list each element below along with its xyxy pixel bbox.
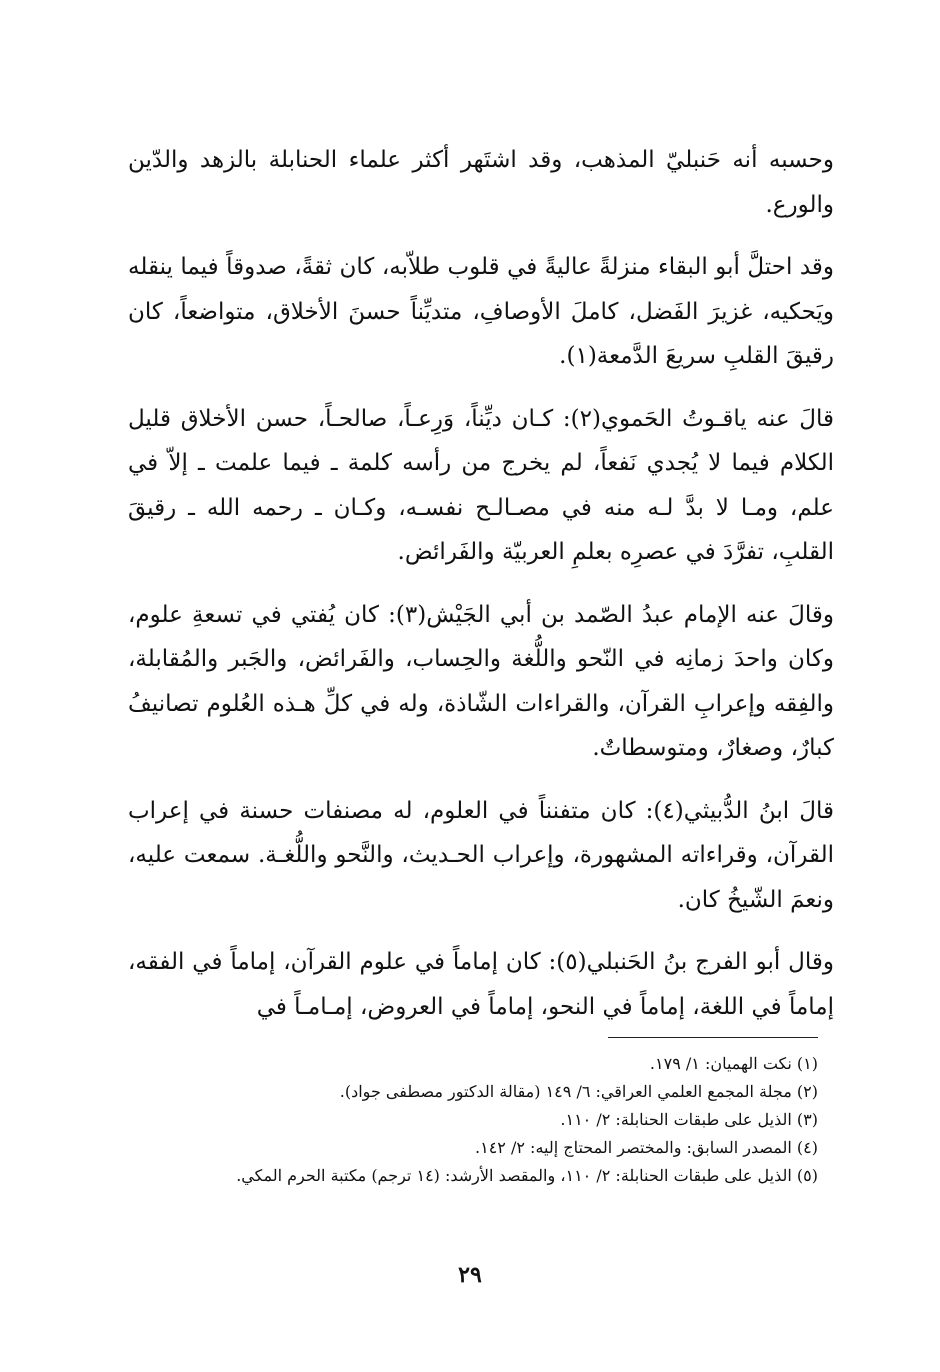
footnote: (١) نكت الهميان: ١/ ١٧٩. — [649, 1054, 818, 1073]
footnote: (٢) مجلة المجمع العلمي العراقي: ٦/ ١٤٩ (مقالة الدكتور مصطفى جواد). — [339, 1082, 818, 1101]
paragraph: قالَ ابنُ الدُّبيثي(٤): كان متفنناً في العلوم، له مصنفات حسنة في إعراب القرآن، وقراءاته المشهورة، وإعراب الحـديث، والنَّحو واللُّغـة. سمعت عليه، ونعمَ الشّيخُ كان. — [128, 797, 834, 913]
footnotes — [128, 1050, 818, 1190]
paragraph: وقال أبو الفرج بنُ الحَنبلي(٥): كان إماماً في علوم القرآن، إماماً في الفقه، إماماً في اللغة، إماماً في النحو، إماماً في العروض، إمـامـاً في — [128, 949, 834, 1020]
main-text — [128, 138, 834, 1047]
paragraph: قالَ عنه ياقـوتُ الحَموي(٢): كـان ديِّناً، وَرِعـاً، صالحـاً، حسن الأخلاق قليل الكلام فيما لا يُجدي نَفعاً، لم يخرج من رأسه كلمة ـ فيما علمت ـ إلاّ في علم، ومـا لا بدَّ لـه منه في مصـالـح نفسـه، وكـان ـ رحمه الله ـ رقيقَ القلبِ، تفرَّدَ في عصرِه بعلمِ العربيّة والفَرائض. — [128, 405, 834, 565]
footnote: (٣) الذيل على طبقات الحنابلة: ٢/ ١١٠. — [560, 1110, 818, 1129]
footnote: (٥) الذيل على طبقات الحنابلة: ٢/ ١١٠، والمقصد الأرشد: (١٤ ترجم) مكتبة الحرم المكي. — [236, 1166, 818, 1185]
paragraph: وقد احتلَّ أبو البقاء منزلةً عاليةً في قلوب طلاّبه، كان ثقةً، صدوقاً فيما ينقله ويَحكيه، غزيرَ الفَضل، كاملَ الأوصافِ، متديِّناً حسنَ الأخلاق، متواضعاً، كان رقيقَ القلبِ سريعَ الدَّمعة(١). — [128, 254, 834, 369]
footnote-divider — [608, 1037, 818, 1038]
page-number: ٢٩ — [458, 1262, 482, 1288]
paragraph: وحسبه أنه حَنبليّ المذهب، وقد اشتَهر أكثر علماء الحنابلة بالزهد والدّين والورع. — [128, 147, 834, 218]
paragraph: وقالَ عنه الإمام عبدُ الصّمد بن أبي الجَيْش(٣): كان يُفتي في تسعةِ علوم، وكان واحدَ زمانِه في النّحو واللُّغة والحِساب، والفَرائض، والجَبر والمُقابلة، والفِقه وإعرابِ القرآن، والقراءات الشّاذة، وله في كلِّ هـذه العُلوم تصانيفُ كبارٌ، وصغارٌ، ومتوسطاتٌ. — [128, 601, 834, 761]
footnote: (٤) المصدر السابق: والمختصر المحتاج إليه: ٢/ ١٤٢. — [475, 1138, 818, 1157]
